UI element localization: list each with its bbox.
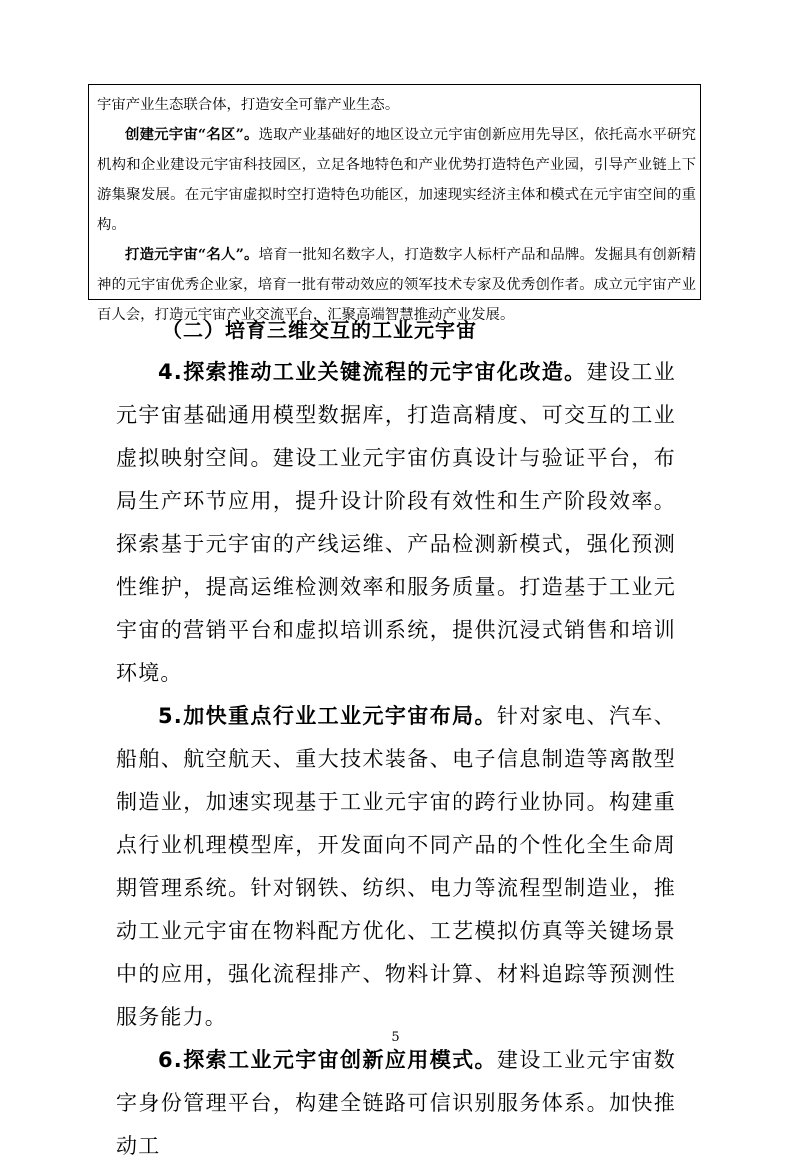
- boxed-text-panel: [88, 84, 701, 323]
- box-paragraph-title: 创建元宇宙“名区”。: [125, 126, 259, 143]
- section-heading: （二）培育三维交互的工业元宇宙: [162, 318, 477, 342]
- box-paragraph-text: 选取产业基础好的地区设立元宇宙创新应用先导区，依托高水平研究机构和企业建设元宇宙科技园区，立足各地特色和产业优势打造特色产业园，引导产业链上下游集聚发展。在元宇宙虚拟时空打造特色功能区，加速现实经济主体和模式在元宇宙空间的重构。: [97, 127, 696, 233]
- page-number: 5: [391, 1030, 400, 1045]
- paragraph-title: 5.加快重点行业工业元宇宙布局。: [158, 704, 497, 728]
- box-paragraph-text: 培育一批知名数字人，打造数字人标杆产品和品牌。发掘具有创新精神的元宇宙优秀企业家，培育一批有带动效应的领军技术专家及优秀创作者。成立元宇宙产业百人会，打造元宇宙产业交流平台，汇聚高端智慧推动产业发展。: [97, 247, 696, 323]
- paragraph-title: 6.探索工业元宇宙创新应用模式。: [158, 1048, 497, 1072]
- paragraph-4: [116, 351, 676, 695]
- box-continued-line: 宇宙产业生态联合体，打造安全可靠产业生态。: [97, 97, 400, 113]
- paragraph-5: [116, 695, 676, 1039]
- paragraph-text: 建设工业元宇宙基础通用模型数据库，打造高精度、可交互的工业虚拟映射空间。建设工业元宇宙仿真设计与验证平台，布局生产环节应用，提升设计阶段有效性和生产阶段效率。探索基于元宇宙的产线运维、产品检测新模式，强化预测性维护，提高运维检测效率和服务质量。打造基于工业元宇宙的营销平台和虚拟培训系统，提供沉浸式销售和培训环境。: [116, 360, 676, 685]
- paragraph-text: 针对家电、汽车、船舶、航空航天、重大技术装备、电子信息制造等离散型制造业，加速实现基于工业元宇宙的跨行业协同。构建重点行业机理模型库，开发面向不同产品的个性化全生命周期管理系统。针对钢铁、纺织、电力等流程型制造业，推动工业元宇宙在物料配方优化、工艺模拟仿真等关键场景中的应用，强化流程排产、物料计算、材料追踪等预测性服务能力。: [116, 704, 676, 1029]
- body-text: [116, 351, 676, 1168]
- paragraph-title: 4.探索推动工业关键流程的元宇宙化改造。: [158, 360, 587, 384]
- box-paragraph-mingqu: [97, 120, 696, 240]
- box-paragraph-title: 打造元宇宙“名人”。: [125, 246, 259, 263]
- paragraph-6: [116, 1039, 676, 1168]
- paragraph-text: 建设工业元宇宙数字身份管理平台，构建全链路可信识别服务体系。加快推动工: [116, 1048, 676, 1158]
